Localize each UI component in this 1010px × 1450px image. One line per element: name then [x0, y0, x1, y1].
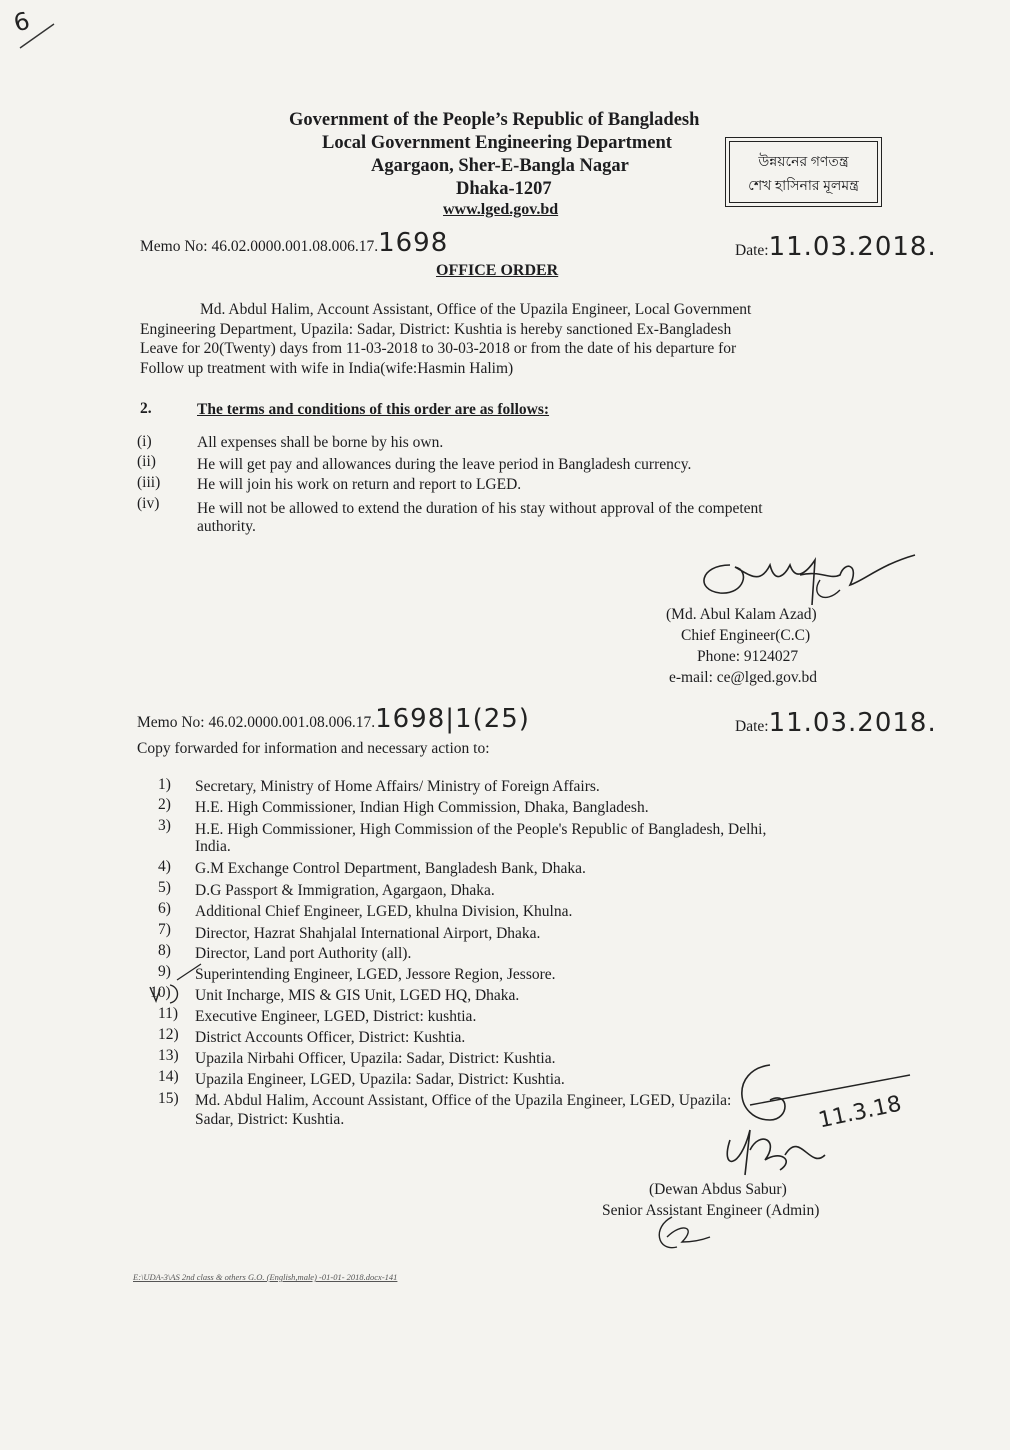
memo2-handwritten-date: 11.03.2018.: [768, 708, 937, 738]
terms-heading: The terms and conditions of this order are as follows:: [197, 401, 550, 418]
footer-file-path: E:\UDA-3\AS 2nd class & others G.O. (English,male) -01-01- 2018.docx-141: [133, 1272, 398, 1282]
term-num: (ii): [137, 453, 156, 470]
order-body-line2: Engineering Department, Upazila: Sadar, District: Kushtia is hereby sanctioned Ex-Bangladesh: [140, 320, 732, 338]
terms-number: 2.: [140, 400, 152, 417]
memo1-prefix: Memo No: 46.02.0000.001.08.006.17.: [140, 238, 379, 255]
list-item-num: 10): [150, 984, 171, 1001]
signatory1-name: (Md. Abul Kalam Azad): [666, 606, 817, 623]
list-item-text: Upazila Nirbahi Officer, Upazila: Sadar, District: Kushtia.: [195, 1050, 556, 1067]
list-item-text: H.E. High Commissioner, Indian High Commission, Dhaka, Bangladesh.: [195, 799, 649, 816]
list-item-num: 14): [158, 1068, 179, 1085]
memo1-date: [735, 232, 937, 262]
term-num: (iv): [137, 495, 160, 512]
term-text: He will join his work on return and report to LGED.: [197, 476, 522, 493]
list-item-text: Superintending Engineer, LGED, Jessore Region, Jessore.: [195, 966, 556, 983]
header-line3: Agargaon, Sher-E-Bangla Nagar: [371, 156, 629, 176]
memo2-prefix: Memo No: 46.02.0000.001.08.006.17.: [137, 714, 376, 731]
memo1-handwritten-date: 11.03.2018.: [768, 232, 937, 262]
list-item-text: Additional Chief Engineer, LGED, khulna Division, Khulna.: [195, 903, 573, 920]
term-text-continued: authority.: [197, 518, 256, 535]
initials-scribble: [652, 1212, 712, 1257]
signatory1-title: Chief Engineer(C.C): [681, 627, 811, 644]
term-num: (i): [137, 433, 152, 450]
header-line1: Government of the People’s Republic of Bangladesh: [289, 110, 700, 130]
term-num: (iii): [137, 474, 161, 491]
list-item-num: 1): [158, 776, 171, 793]
signatory1-phone: Phone: 9124027: [697, 648, 799, 665]
list-item-num: 7): [158, 921, 171, 938]
header-line4: Dhaka-1207: [456, 179, 552, 199]
list-item-text: Upazila Engineer, LGED, Upazila: Sadar, District: Kushtia.: [195, 1071, 565, 1088]
slogan-line2: শেখ হাসিনার মূলমন্ত্র: [748, 179, 859, 194]
order-body: [140, 300, 878, 378]
list-item-text: D.G Passport & Immigration, Agargaon, Dhaka.: [195, 882, 495, 899]
memo2-date: [735, 708, 937, 738]
list-item-num: 2): [158, 796, 171, 813]
list-item-num: 11): [158, 1005, 179, 1022]
memo2-date-label: Date:: [735, 718, 769, 735]
list-item-text-continued: India.: [195, 838, 231, 855]
list-item-num: 8): [158, 942, 171, 959]
memo2-line: [137, 704, 530, 734]
list-item-text: Director, Land port Authority (all).: [195, 945, 412, 962]
office-order-title: OFFICE ORDER: [436, 262, 559, 279]
list-item-text: Executive Engineer, LGED, District: kushtia.: [195, 1008, 477, 1025]
check-mark-item10: [146, 983, 186, 1005]
list-item-num: 13): [158, 1047, 179, 1064]
order-body-line1: Md. Abdul Halim, Account Assistant, Office of the Upazila Engineer, Local Government: [200, 301, 752, 318]
list-item-num: 4): [158, 858, 171, 875]
list-item-text: Director, Hazrat Shahjalal International Airport, Dhaka.: [195, 925, 541, 942]
header-line2: Local Government Engineering Department: [322, 133, 672, 153]
term-text: All expenses shall be borne by his own.: [197, 434, 444, 451]
memo1-date-label: Date:: [735, 242, 769, 259]
memo2-handwritten-number: 1698|1(25): [375, 704, 530, 734]
memo1-handwritten-number: 1698: [378, 228, 449, 258]
order-body-line4: Follow up treatment with wife in India(wife:Hasmin Halim): [140, 359, 514, 377]
list-item-num: 5): [158, 879, 171, 896]
list-item-text: Md. Abdul Halim, Account Assistant, Office of the Upazila Engineer, LGED, Upazila:: [195, 1092, 732, 1109]
signatory2-name: (Dewan Abdus Sabur): [649, 1181, 787, 1198]
list-item-text: District Accounts Officer, District: Kushtia.: [195, 1029, 466, 1046]
term-text: He will not be allowed to extend the duration of his stay without approval of the competent: [197, 500, 763, 517]
corner-mark: 6: [10, 6, 33, 38]
list-item-num: 12): [158, 1026, 179, 1043]
list-item-text: Unit Incharge, MIS & GIS Unit, LGED HQ, Dhaka.: [195, 987, 520, 1004]
list-item-text: H.E. High Commissioner, High Commission of the People's Republic of Bangladesh, Delhi,: [195, 821, 767, 838]
order-body-line3: Leave for 20(Twenty) days from 11-03-2018 to 30-03-2018 or from the date of his departure for: [140, 340, 737, 357]
slogan-box: [725, 137, 882, 207]
list-item-num: 3): [158, 817, 171, 834]
list-item-num: 9): [158, 963, 171, 980]
list-item-num: 15): [158, 1090, 179, 1107]
corner-slash-mark: [18, 20, 58, 50]
signature2-handwritten-date: 11.3.18: [816, 1091, 904, 1134]
header-website: www.lged.gov.bd: [443, 201, 559, 218]
term-text: He will get pay and allowances during the leave period in Bangladesh currency.: [197, 456, 692, 473]
signatory1-email: e-mail: ce@lged.gov.bd: [669, 669, 817, 686]
check-mark-item9: [175, 962, 205, 982]
list-item-text: Secretary, Ministry of Home Affairs/ Ministry of Foreign Affairs.: [195, 778, 600, 795]
list-item-num: 6): [158, 900, 171, 917]
memo1-line: [140, 228, 448, 258]
list-item-text-continued: Sadar, District: Kushtia.: [195, 1111, 345, 1128]
signatory2-title: Senior Assistant Engineer (Admin): [602, 1202, 820, 1219]
list-item-text: G.M Exchange Control Department, Bangladesh Bank, Dhaka.: [195, 860, 586, 877]
copy-forwarded-line: Copy forwarded for information and necessary action to:: [137, 740, 490, 757]
senior-engineer-signature: [710, 1060, 920, 1180]
slogan-line1: উন্নয়নের গণতন্ত্র: [758, 155, 849, 170]
